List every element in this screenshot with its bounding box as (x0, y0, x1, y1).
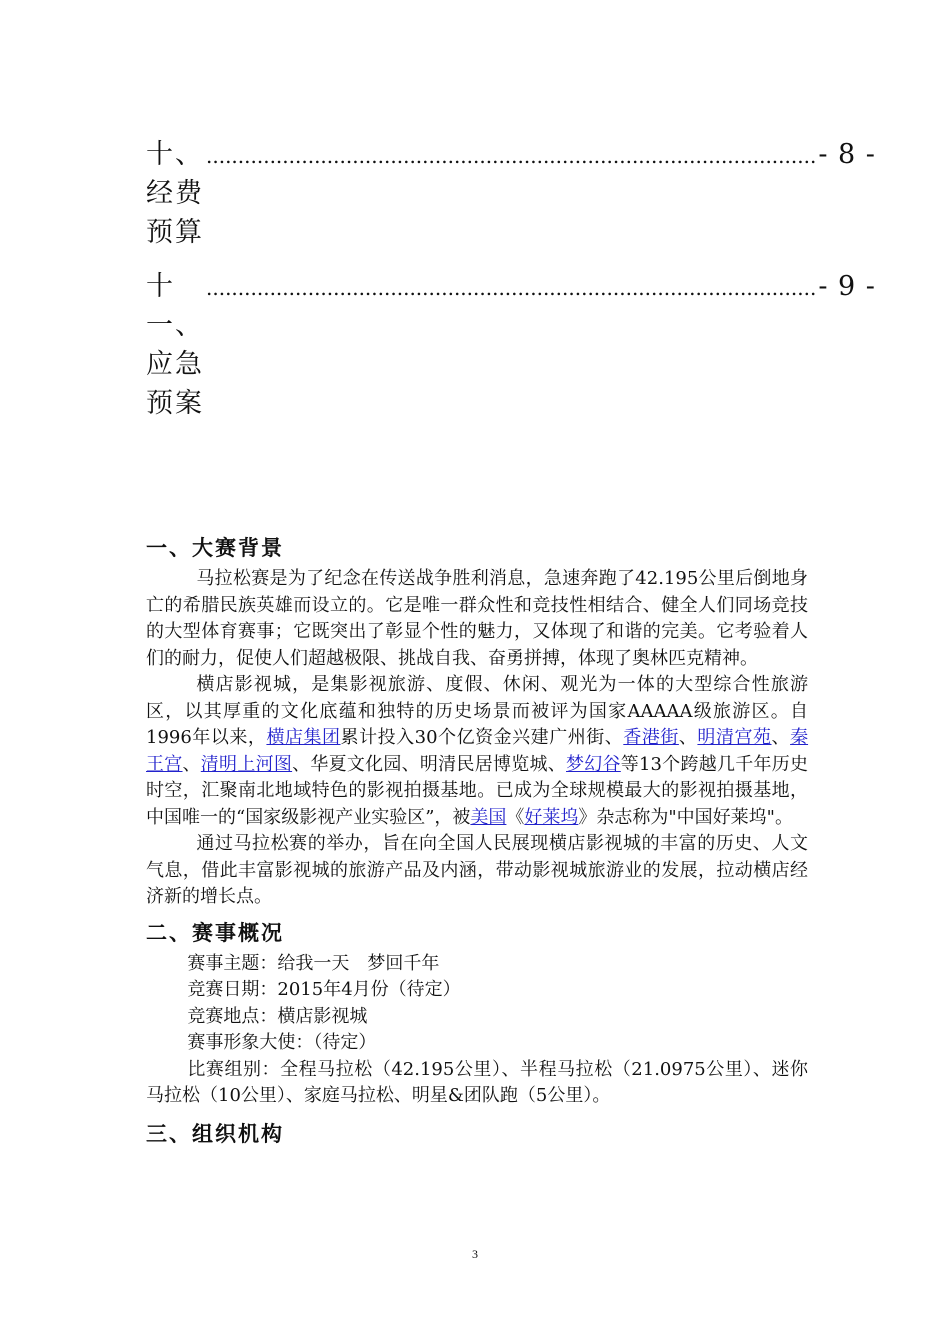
link-usa[interactable]: 美国 (470, 806, 507, 828)
overview-date: 竞赛日期：2015年4月份（待定） (187, 979, 461, 1000)
toc-page-number: - 8 - (818, 139, 876, 170)
paragraph-marathon: 马拉松赛是为了纪念在传送战争胜利消息，急速奔跑了42.195公里后倒地身亡的希腊民族英雄而设立的。它是唯一群众性和竞技性相结合、健全人们同场竞技的大型体育赛事；它既突出了彰显个性的魅力，又体现了和谐的完美。它考验着人们的耐力，促使人们超越极限、挑战自我、奋勇拼搏，体现了奥林匹克精神。 (146, 568, 808, 669)
toc-leader-dots: ................................................................................................ (206, 144, 817, 168)
section-heading-background: 一、大赛背景 (146, 536, 284, 560)
section-heading-organization: 三、组织机构 (146, 1121, 284, 1146)
toc-leader-dots: ................................................................................................ (206, 276, 817, 300)
overview-venue: 竞赛地点：横店影视城 (187, 1005, 368, 1027)
link-hongkong-street[interactable]: 香港街 (623, 727, 679, 748)
event-overview-list (146, 951, 808, 1110)
link-hengdian-group[interactable]: 横店集团 (266, 727, 341, 748)
overview-categories: 比赛组别：全程马拉松（42.195公里）、半程马拉松（21.0975公里）、迷你马拉松（10公里）、家庭马拉松、明星&团队跑（5公里）。 (146, 1058, 808, 1106)
toc-entry-budget[interactable] (146, 132, 876, 249)
link-dream-valley[interactable]: 梦幻谷 (566, 753, 621, 775)
toc-entry-emergency[interactable] (146, 264, 876, 420)
toc-label: 十、经费预算 (146, 139, 204, 248)
toc-page-number: - 9 - (818, 271, 876, 302)
toc-label: 十一、应急预案 (146, 271, 204, 419)
paragraph-purpose: 通过马拉松赛的举办，旨在向全国人民展现横店影视城的丰富的历史、人文气息，借此丰富影视城的旅游产品及内涵，带动影视城旅游业的发展，拉动横店经济新的增长点。 (146, 833, 808, 907)
section-heading-overview: 二、赛事概况 (146, 920, 284, 945)
overview-ambassador: 赛事形象大使：（待定） (187, 1032, 377, 1053)
document-body (146, 530, 808, 1152)
link-hollywood[interactable]: 好莱坞 (524, 806, 579, 828)
link-qingming-river[interactable]: 清明上河图 (200, 753, 293, 775)
page-number: 3 (472, 1247, 478, 1261)
overview-theme: 赛事主题：给我一天 梦回千年 (187, 952, 440, 974)
link-ming-qing-palace[interactable]: 明清宫苑 (697, 727, 772, 748)
paragraph-hengdian: 横店影视城，是集影视旅游、度假、休闲、观光为一体的大型综合性旅游区，以其厚重的文化底蕴和独特的历史场景而被评为国家AAAAA级旅游区。自1996年以来，横店集团累计投入30个亿资金兴建广州街、香港街、明清宫苑、秦王宫、清明上河图、华夏文化园、明清民居博览城、梦幻谷等13个跨越几千年历史时空，汇聚南北地域特色的影视拍摄基地。已成为全球规模最大的影视拍摄基地，中国唯一的“国家级影视产业实验区”，被美国《好莱坞》杂志称为"中国好莱坞"。 (146, 674, 809, 828)
link-qin-palace[interactable]: 秦王宫 (146, 727, 809, 775)
